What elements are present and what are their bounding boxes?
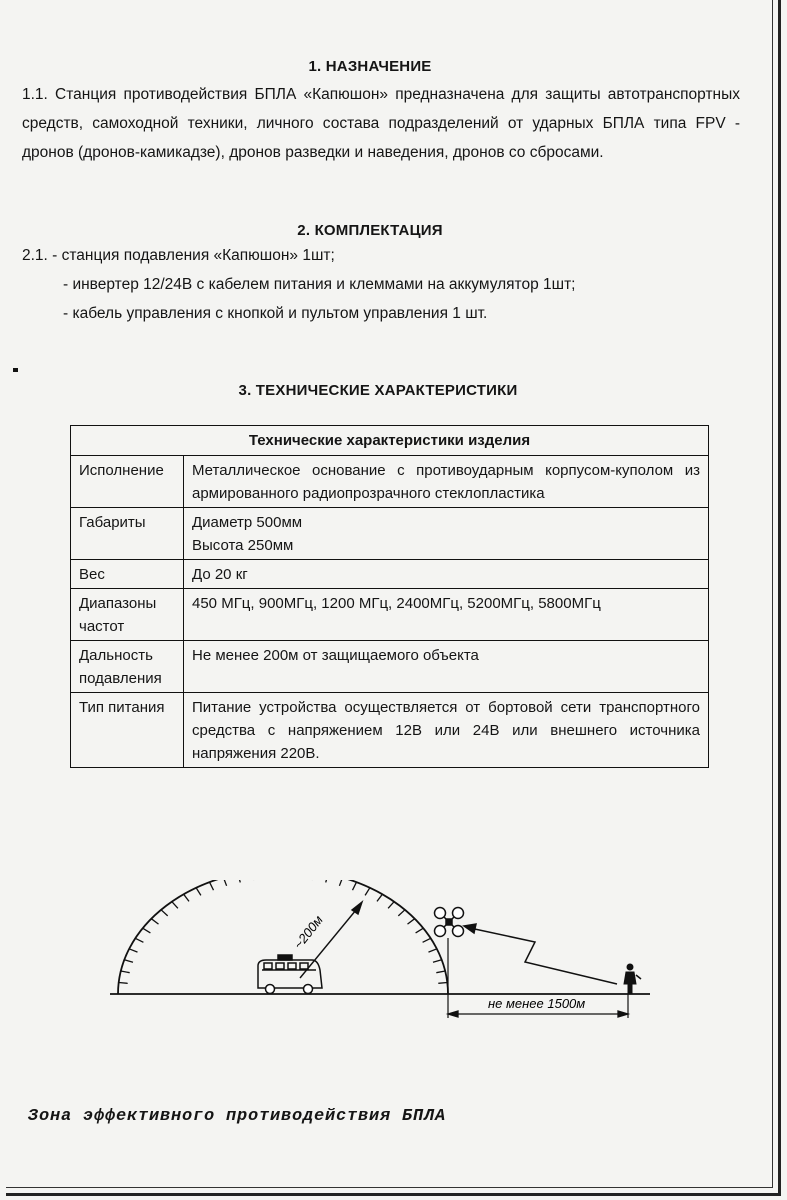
table-row	[71, 456, 709, 508]
dome-tick	[377, 894, 382, 901]
dome-tick	[353, 882, 357, 890]
dome-tick	[124, 960, 133, 963]
kit-item-3: - кабель управления с кнопкой и пультом управления 1 шт.	[63, 305, 488, 322]
row-value: Питание устройства осуществляется от бортовой сети транспортного средства с напряжением 12В или 24В или внешнего источника напряжения 220В.	[184, 693, 709, 768]
dome-tick	[429, 949, 437, 952]
dome-tick	[423, 938, 431, 942]
dome-tick	[408, 919, 415, 924]
row-value-line: Высота 250мм	[192, 537, 294, 554]
distance-dimension	[448, 1011, 628, 1017]
table-row	[71, 641, 709, 693]
dome-tick	[129, 949, 137, 952]
operator-icon	[624, 964, 641, 994]
dome-tick	[365, 888, 370, 896]
dome-tick	[121, 971, 130, 973]
kit-item-2: - инвертер 12/24В с кабелем питания и клеммами на аккумулятор 1шт;	[63, 276, 576, 293]
row-value: До 20 кг	[184, 560, 709, 589]
row-property: Диапазоны частот	[71, 589, 184, 641]
row-value: Не менее 200м от защищаемого объекта	[184, 641, 709, 693]
drone-icon	[435, 908, 464, 937]
spec-table	[70, 425, 709, 768]
dome-tick	[436, 971, 445, 973]
dome-tick	[339, 880, 342, 886]
dome-tick	[184, 894, 189, 901]
row-value	[184, 508, 709, 560]
scan-speck	[13, 368, 18, 372]
dome-arc	[118, 880, 448, 994]
dome-tick	[210, 882, 214, 890]
table-header-row	[71, 426, 709, 456]
dome-tick	[172, 902, 178, 909]
dome-tick	[135, 938, 143, 942]
section3-heading: 3. ТЕХНИЧЕСКИЕ ХАРАКТЕРИСТИКИ	[238, 382, 518, 399]
row-property: Габариты	[71, 508, 184, 560]
dome-tick	[433, 960, 442, 963]
row-value-line: Диаметр 500мм	[192, 514, 303, 531]
section2-heading: 2. КОМПЛЕКТАЦИЯ	[297, 222, 443, 239]
table-row	[71, 693, 709, 768]
dome-tick	[398, 910, 405, 916]
table-title: Технические характеристики изделия	[71, 426, 709, 456]
row-property: Исполнение	[71, 456, 184, 508]
dome-tick	[326, 880, 329, 882]
dome-tick	[161, 910, 168, 916]
dome-tick	[238, 880, 241, 882]
row-property: Тип питания	[71, 693, 184, 768]
row-value: 450 МГц, 900МГц, 1200 МГц, 2400МГц, 5200МГц, 5800МГц	[184, 589, 709, 641]
jamming-signal-arrow	[464, 924, 617, 984]
section1-heading: 1. НАЗНАЧЕНИЕ	[308, 58, 432, 75]
section1-paragraph: 1.1. Станция противодействия БПЛА «Капюшон» предназначена для защиты автотранспортных средств, самоходной техники, личного состава подразделений от ударных БПЛА типа FPV - дронов (дронов-камикадзе), дронов разведки и наведения, дронов со сбросами.	[22, 86, 740, 161]
table-row	[71, 589, 709, 641]
dome-tick	[151, 919, 158, 924]
dome-tick	[223, 880, 226, 886]
row-value: Металлическое основание с противоударным корпусом-куполом из армированного радиопрозрачного стеклопластика	[184, 456, 709, 508]
kit-item-1: 2.1. - станция подавления «Капюшон» 1шт;	[22, 247, 335, 264]
table-row	[71, 508, 709, 560]
dome-tick	[196, 888, 201, 896]
protection-zone-diagram	[0, 880, 787, 1050]
dome-tick	[438, 983, 447, 984]
dome-tick	[119, 983, 128, 984]
dome-tick	[416, 928, 424, 933]
radius-label: ~200м	[290, 912, 326, 952]
bus-icon	[258, 955, 322, 994]
distance-label: не менее 1500м	[488, 996, 586, 1011]
table-row	[71, 560, 709, 589]
row-property: Дальность подавления	[71, 641, 184, 693]
dome-tick	[388, 902, 394, 909]
diagram-caption: Зона эффективного противодействия БПЛА	[28, 1107, 447, 1126]
dome-tick	[143, 928, 151, 933]
row-property: Вес	[71, 560, 184, 589]
